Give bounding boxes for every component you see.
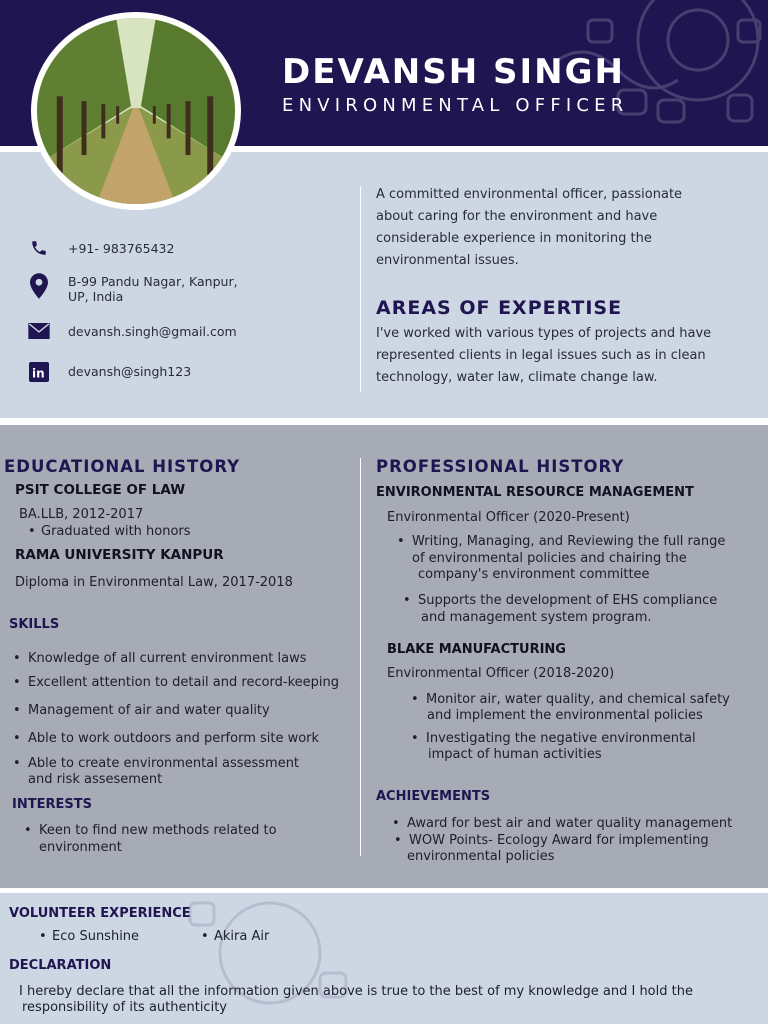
column-divider-middle xyxy=(360,458,361,856)
contact-linkedin xyxy=(28,360,192,384)
school-name: RAMA UNIVERSITY KANPUR xyxy=(15,547,224,563)
address-line-1: B-99 Pandu Nagar, Kanpur, xyxy=(68,274,238,289)
expertise-text xyxy=(376,323,711,389)
phone-number[interactable]: +91- 983765432 xyxy=(68,241,175,256)
phone-icon xyxy=(28,236,50,260)
summary-line: about caring for the environment and have xyxy=(376,209,658,224)
email-icon xyxy=(28,319,50,343)
skill-item: • Excellent attention to detail and record-keeping xyxy=(28,675,339,691)
candidate-name: DEVANSH SINGH xyxy=(282,52,625,92)
achievement-item: • WOW Points- Ecology Award for implementing xyxy=(409,833,709,849)
education-heading: EDUCATIONAL HISTORY xyxy=(4,457,241,476)
achievement-item: • Award for best air and water quality management xyxy=(407,816,732,832)
summary-line: considerable experience in monitoring the xyxy=(376,231,652,246)
interest-item: • Keen to find new methods related to xyxy=(39,823,277,839)
degree-text: BA.LLB, 2012-2017 xyxy=(19,507,144,522)
professional-heading: PROFESSIONAL HISTORY xyxy=(376,457,625,476)
expertise-line: technology, water law, climate change law. xyxy=(376,370,658,385)
declaration-line: I hereby declare that all the information given above is true to the best of my knowledge and I hold the xyxy=(19,984,693,999)
expertise-line: represented clients in legal issues such as in clean xyxy=(376,348,706,363)
company-name: ENVIRONMENTAL RESOURCE MANAGEMENT xyxy=(376,485,694,500)
achievements-heading: ACHIEVEMENTS xyxy=(376,789,491,804)
address-line-2: UP, India xyxy=(68,289,124,304)
responsibility-item-continued: company's environment committee xyxy=(418,567,650,582)
education-note: • Graduated with honors xyxy=(41,524,191,540)
responsibility-item: • Investigating the negative environmental xyxy=(426,731,696,747)
responsibility-item-continued: and management system program. xyxy=(421,610,652,625)
interests-heading: INTERESTS xyxy=(12,797,92,812)
declaration-heading: DECLARATION xyxy=(9,958,112,973)
linkedin-handle[interactable]: devansh@singh123 xyxy=(68,364,192,379)
school-name: PSIT COLLEGE OF LAW xyxy=(15,482,186,498)
interest-item-continued: environment xyxy=(39,840,122,855)
email-address[interactable]: devansh.singh@gmail.com xyxy=(68,324,237,339)
svg-text:in: in xyxy=(32,366,45,381)
responsibility-item: • Writing, Managing, and Reviewing the full range xyxy=(412,534,725,550)
responsibility-item-continued: and implement the environmental policies xyxy=(427,708,703,723)
summary-line: environmental issues. xyxy=(376,253,519,268)
responsibility-item-continued: impact of human activities xyxy=(428,747,602,762)
expertise-heading: AREAS OF EXPERTISE xyxy=(376,297,623,319)
skill-item-continued: and risk assesement xyxy=(28,772,163,787)
contact-phone xyxy=(28,236,175,260)
responsibility-item: • Monitor air, water quality, and chemical safety xyxy=(426,692,730,708)
expertise-line: I've worked with various types of projects and have xyxy=(376,326,712,341)
company-name: BLAKE MANUFACTURING xyxy=(387,642,566,657)
responsibility-item: • Supports the development of EHS compliance xyxy=(418,593,717,609)
role-text: Environmental Officer (2018-2020) xyxy=(387,666,615,681)
profile-photo xyxy=(31,12,241,210)
responsibility-item-continued: of environmental policies and chairing the xyxy=(412,551,687,566)
location-pin-icon xyxy=(28,274,50,298)
candidate-title: ENVIRONMENTAL OFFICER xyxy=(282,95,629,116)
skill-item: • Management of air and water quality xyxy=(28,703,270,719)
skills-heading: SKILLS xyxy=(9,617,60,632)
skill-item: • Able to create environmental assessment xyxy=(28,756,299,772)
summary-line: A committed environmental officer, passionate xyxy=(376,187,683,202)
degree-text: Diploma in Environmental Law, 2017-2018 xyxy=(15,575,293,590)
volunteer-item: • Akira Air xyxy=(214,929,269,945)
declaration-line: responsibility of its authenticity xyxy=(22,1000,227,1015)
skill-item: • Knowledge of all current environment laws xyxy=(28,651,307,667)
skill-item: • Able to work outdoors and perform site work xyxy=(28,731,319,747)
volunteer-heading: VOLUNTEER EXPERIENCE xyxy=(9,906,191,921)
volunteer-item: • Eco Sunshine xyxy=(52,929,139,945)
column-divider-top xyxy=(360,186,361,392)
linkedin-icon xyxy=(28,360,50,384)
contact-address xyxy=(28,274,238,304)
contact-email xyxy=(28,319,237,343)
tree-path-image xyxy=(37,18,235,204)
achievement-item-continued: environmental policies xyxy=(407,849,555,864)
summary xyxy=(376,184,682,272)
role-text: Environmental Officer (2020-Present) xyxy=(387,510,630,525)
